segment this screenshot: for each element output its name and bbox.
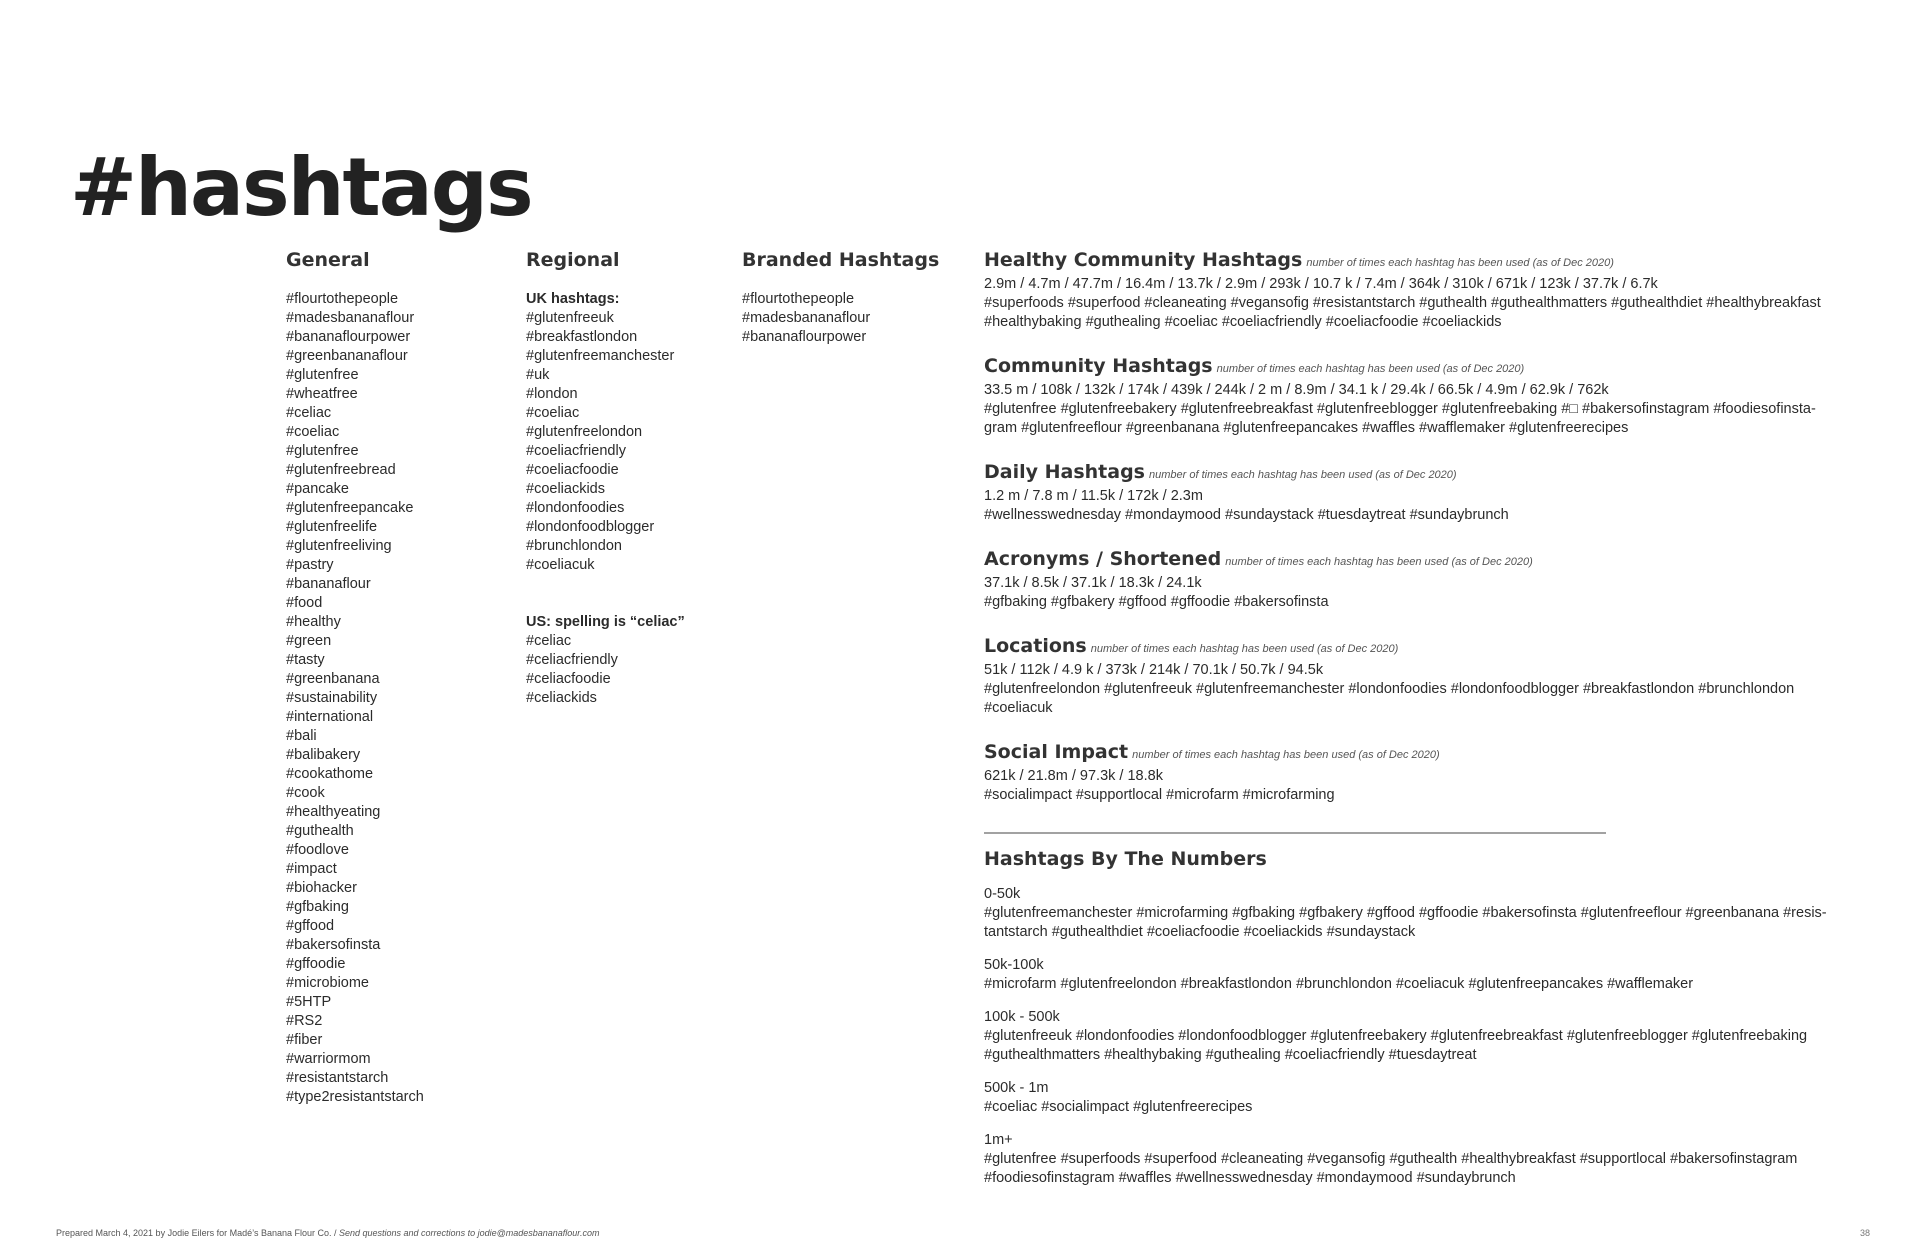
stats-column — [984, 248, 1864, 1188]
general-hashtag: #coeliac — [286, 424, 340, 440]
general-hashtag: #wheatfree — [286, 386, 358, 402]
general-hashtag: #gffoodie — [286, 956, 346, 972]
general-hashtag: #bakersofinsta — [286, 937, 381, 953]
section-hashtags: #wellnesswednesday #mondaymood #sundaystack #tuesdaytreat #sundaybrunch — [984, 507, 1509, 523]
range-hashtags: #foodiesofinstagram #waffles #wellnesswednesday #mondaymood #sundaybrunch — [984, 1170, 1516, 1186]
range-hashtags: tantstarch #guthealthdiet #coeliacfoodie #coeliackids #sundaystack — [984, 924, 1416, 940]
section-counts: 1.2 m / 7.8 m / 11.5k / 172k / 2.3m — [984, 488, 1203, 504]
general-hashtag: #flourtothepeople — [286, 291, 399, 307]
footer-contact: Send questions and corrections to jodie@madesbananaflour.com — [338, 1228, 600, 1238]
range-hashtags: #glutenfreemanchester #microfarming #gfbaking #gfbakery #gffood #gffoodie #bakersofinsta #glutenfreeflour #greenbanana #resis- — [984, 905, 1827, 921]
section-hashtags: #gfbaking #gfbakery #gffood #gffoodie #bakersofinsta — [984, 594, 1329, 610]
range-label: 1m+ — [984, 1132, 1013, 1148]
general-hashtag: #biohacker — [286, 880, 357, 896]
divider-rule: —————————————————————————————————————————————— — [984, 827, 1605, 839]
uk-hashtag: #glutenfreeuk — [526, 310, 614, 326]
hashtag-section — [984, 460, 1864, 525]
uk-hashtag: #london — [526, 386, 578, 402]
section-title — [984, 547, 1864, 574]
general-hashtag: #glutenfreelife — [286, 519, 378, 535]
uk-hashtag: #coeliacfoodie — [526, 462, 619, 478]
us-hashtag: #celiackids — [526, 690, 597, 706]
uk-hashtag: #uk — [526, 367, 550, 383]
branded-heading: Branded Hashtags — [742, 249, 940, 271]
general-hashtag: #guthealth — [286, 823, 354, 839]
us-subheading: US: spelling is “celiac” — [526, 614, 685, 630]
range-hashtags: #coeliac #socialimpact #glutenfreerecipes — [984, 1099, 1253, 1115]
uk-hashtag: #glutenfreemanchester — [526, 348, 675, 364]
general-hashtag: #glutenfreepancake — [286, 500, 414, 516]
uk-hashtag: #coeliacfriendly — [526, 443, 626, 459]
general-column — [286, 248, 424, 1107]
section-counts: 51k / 112k / 4.9 k / 373k / 214k / 70.1k / 50.7k / 94.5k — [984, 662, 1324, 678]
general-hashtag: #gffood — [286, 918, 335, 934]
hashtag-section — [984, 354, 1864, 438]
general-hashtag: #healthy — [286, 614, 341, 630]
general-hashtag: #greenbanana — [286, 671, 380, 687]
general-hashtag: #bali — [286, 728, 317, 744]
general-hashtag: #healthyeating — [286, 804, 381, 820]
general-hashtag: #RS2 — [286, 1013, 323, 1029]
general-hashtag: #bananaflourpower — [286, 329, 411, 345]
section-title-text: Social Impact — [984, 741, 1129, 763]
regional-column — [526, 248, 685, 708]
general-hashtag: #sustainability — [286, 690, 378, 706]
section-title — [984, 460, 1864, 487]
section-title-text: Community Hashtags — [984, 355, 1213, 377]
uk-list — [526, 309, 685, 575]
numbers-group — [984, 956, 1864, 994]
uk-hashtag: #londonfoodblogger — [526, 519, 655, 535]
section-note: number of times each hashtag has been used (as of Dec 2020) — [1132, 749, 1440, 761]
section-counts: 33.5 m / 108k / 132k / 174k / 439k / 244k / 2 m / 8.9m / 34.1 k / 29.4k / 66.5k / 4.9m / 62.9k / 762k — [984, 382, 1609, 398]
branded-hashtag: #madesbananaflour — [742, 310, 871, 326]
general-hashtag: #glutenfreeliving — [286, 538, 392, 554]
section-note: number of times each hashtag has been used (as of Dec 2020) — [1090, 643, 1399, 655]
general-hashtag: #gfbaking — [286, 899, 349, 915]
general-hashtag: #microbiome — [286, 975, 369, 991]
hashtag-section — [984, 547, 1864, 612]
general-hashtag: #balibakery — [286, 747, 361, 763]
section-title — [984, 740, 1864, 767]
general-hashtag: #bananaflour — [286, 576, 371, 592]
general-hashtag: #celiac — [286, 405, 332, 421]
uk-hashtag: #coeliac — [526, 405, 580, 421]
uk-subheading: UK hashtags: — [526, 291, 620, 307]
uk-hashtag: #coeliacuk — [526, 557, 595, 573]
hashtag-section — [984, 248, 1864, 332]
general-hashtag: #cookathome — [286, 766, 374, 782]
general-hashtag: #madesbananaflour — [286, 310, 415, 326]
general-hashtag: #greenbananaflour — [286, 348, 408, 364]
numbers-group — [984, 1008, 1864, 1065]
general-hashtag: #pastry — [286, 557, 334, 573]
range-label: 50k-100k — [984, 957, 1044, 973]
section-hashtags: #glutenfree #glutenfreebakery #glutenfreebreakfast #glutenfreeblogger #glutenfreebaking #□ #bakersofinstagram #foodiesofinsta- — [984, 401, 1816, 417]
general-hashtag: #pancake — [286, 481, 349, 497]
general-hashtag: #green — [286, 633, 332, 649]
general-hashtag: #foodlove — [286, 842, 349, 858]
general-list — [286, 290, 424, 1107]
section-hashtags: #socialimpact #supportlocal #microfarm #microfarming — [984, 787, 1335, 803]
branded-hashtag: #bananaflourpower — [742, 329, 867, 345]
footer — [56, 1228, 599, 1238]
branded-hashtag: #flourtothepeople — [742, 291, 855, 307]
uk-hashtag: #coeliackids — [526, 481, 605, 497]
section-counts: 2.9m / 4.7m / 47.7m / 16.4m / 13.7k / 2.9m / 293k / 10.7 k / 7.4m / 364k / 310k / 671k / 123k / 37.7k / 6.7k — [984, 276, 1658, 292]
numbers-title: Hashtags By The Numbers — [984, 848, 1267, 870]
section-title-text: Daily Hashtags — [984, 461, 1145, 483]
section-title-text: Healthy Community Hashtags — [984, 249, 1303, 271]
section-title — [984, 248, 1864, 275]
section-title — [984, 634, 1864, 661]
general-hashtag: #food — [286, 595, 323, 611]
section-title — [984, 354, 1864, 381]
general-hashtag: #5HTP — [286, 994, 332, 1010]
us-hashtag: #celiacfoodie — [526, 671, 611, 687]
general-hashtag: #type2resistantstarch — [286, 1089, 424, 1105]
general-heading: General — [286, 249, 370, 271]
numbers-group — [984, 885, 1864, 942]
general-hashtag: #glutenfree — [286, 443, 359, 459]
us-hashtag: #celiac — [526, 633, 572, 649]
section-hashtags: #superfoods #superfood #cleaneating #vegansofig #resistantstarch #guthealth #guthealthmatters #guthealthdiet #healthybreakfast — [984, 295, 1821, 311]
us-list — [526, 632, 685, 708]
uk-hashtag: #londonfoodies — [526, 500, 625, 516]
footer-prepared: Prepared March 4, 2021 by Jodie Eilers for Madé’s Banana Flour Co. / — [56, 1228, 339, 1238]
branded-list — [742, 290, 939, 347]
general-hashtag: #warriormom — [286, 1051, 371, 1067]
hashtag-section — [984, 634, 1864, 718]
section-title-text: Locations — [984, 635, 1087, 657]
hashtag-section — [984, 740, 1864, 805]
range-label: 0-50k — [984, 886, 1021, 902]
section-title-text: Acronyms / Shortened — [984, 548, 1222, 570]
general-hashtag: #tasty — [286, 652, 325, 668]
page-title: #hashtags — [70, 141, 532, 234]
uk-hashtag: #glutenfreelondon — [526, 424, 643, 440]
numbers-group — [984, 1079, 1864, 1117]
section-note: number of times each hashtag has been used (as of Dec 2020) — [1306, 257, 1614, 269]
general-hashtag: #cook — [286, 785, 325, 801]
range-label: 100k - 500k — [984, 1009, 1060, 1025]
section-hashtags: #glutenfreelondon #glutenfreeuk #glutenfreemanchester #londonfoodies #londonfoodblogger #breakfastlondon #brunchlondon — [984, 681, 1795, 697]
range-hashtags: #guthealthmatters #healthybaking #guthealing #coeliacfriendly #tuesdaytreat — [984, 1047, 1477, 1063]
range-label: 500k - 1m — [984, 1080, 1049, 1096]
section-hashtags: #healthybaking #guthealing #coeliac #coeliacfriendly #coeliacfoodie #coeliackids — [984, 314, 1502, 330]
section-note: number of times each hashtag has been used (as of Dec 2020) — [1149, 469, 1457, 481]
uk-hashtag: #breakfastlondon — [526, 329, 638, 345]
us-hashtag: #celiacfriendly — [526, 652, 618, 668]
general-hashtag: #glutenfreebread — [286, 462, 396, 478]
section-hashtags: gram #glutenfreeflour #greenbanana #glutenfreepancakes #waffles #wafflemaker #glutenfreerecipes — [984, 420, 1629, 436]
section-hashtags: #coeliacuk — [984, 700, 1053, 716]
numbers-group — [984, 1131, 1864, 1188]
section-note: number of times each hashtag has been used (as of Dec 2020) — [1225, 556, 1533, 568]
range-hashtags: #glutenfree #superfoods #superfood #cleaneating #vegansofig #guthealth #healthybreakfast #supportlocal #bakersofinstagram — [984, 1151, 1798, 1167]
range-hashtags: #glutenfreeuk #londonfoodies #londonfoodblogger #glutenfreebakery #glutenfreebreakfast #glutenfreeblogger #glutenfreebaking — [984, 1028, 1808, 1044]
section-counts: 37.1k / 8.5k / 37.1k / 18.3k / 24.1k — [984, 575, 1202, 591]
section-counts: 621k / 21.8m / 97.3k / 18.8k — [984, 768, 1163, 784]
general-hashtag: #fiber — [286, 1032, 323, 1048]
range-hashtags: #microfarm #glutenfreelondon #breakfastlondon #brunchlondon #coeliacuk #glutenfreepancakes #wafflemaker — [984, 976, 1694, 992]
section-note: number of times each hashtag has been used (as of Dec 2020) — [1216, 363, 1525, 375]
uk-hashtag: #brunchlondon — [526, 538, 622, 554]
general-hashtag: #impact — [286, 861, 337, 877]
general-hashtag: #glutenfree — [286, 367, 359, 383]
branded-column — [742, 248, 939, 347]
general-hashtag: #resistantstarch — [286, 1070, 389, 1086]
page-number: 38 — [1859, 1228, 1870, 1238]
regional-heading: Regional — [526, 249, 620, 271]
general-hashtag: #international — [286, 709, 374, 725]
